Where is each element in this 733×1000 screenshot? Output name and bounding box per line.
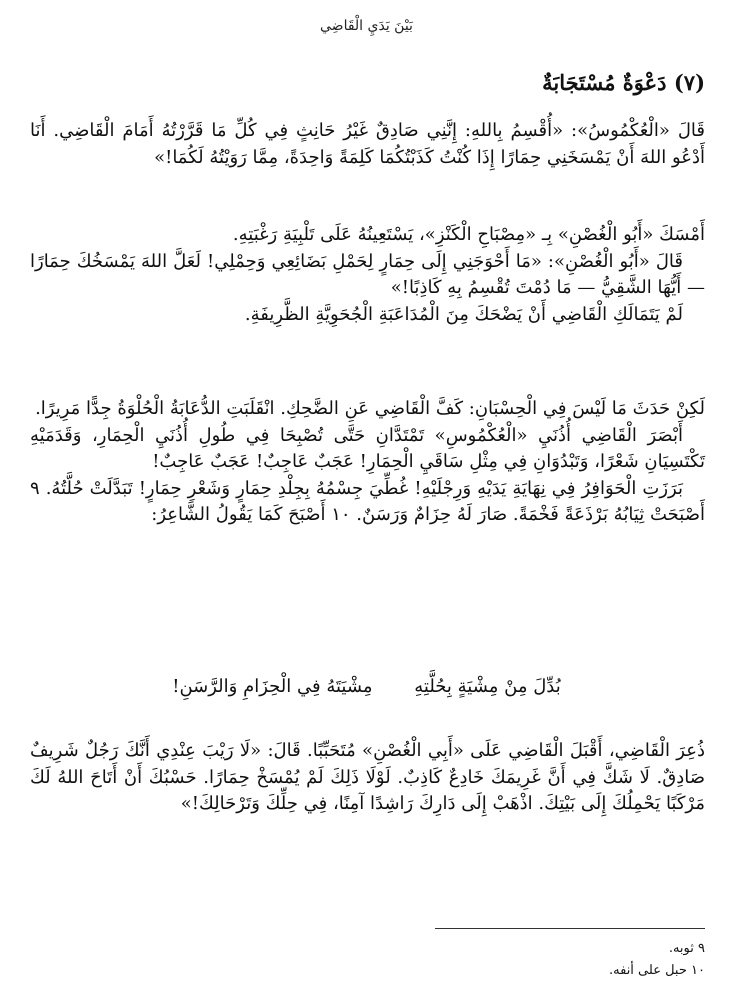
paragraph: ذُعِرَ الْقَاضِي، أَقْبَلَ الْقَاضِي عَلَى «أَبِي الْغُصْنِ» مُتَحَبِّبًا. قَالَ: «لَا رَيْبَ عِنْدِي أَنَّكَ رَجُلٌ شَرِيفٌ صَادِقٌ. لَا شَكَّ فِي أَنَّ غَرِيمَكَ خَادِعٌ كَاذِبٌ. لَوْلَا ذَلِكَ لَمْ يُمْسَخْ حِمَارًا. حَسْبُكَ أَنْ أَتَاحَ اللهُ لَكَ مَرْكَبًا يَحْمِلُكَ إِلَى بَيْتِكَ. اذْهَبْ إِلَى دَارِكَ رَاشِدًا آمِنًا، فِي حِلِّكَ وَتَرْحَالِكَ!»: [30, 740, 705, 814]
poem-verse: [0, 676, 733, 697]
poem-first-hemistich: بُدِّلَ مِنْ مِشْيَةٍ بِحُلَّتِهِ: [414, 676, 561, 697]
footnotes: [305, 938, 705, 982]
paragraph: لَكِنْ حَدَثَ مَا لَيْسَ فِي الْحِسْبَانِ: كَفَّ الْقَاضِي عَنِ الضَّحِكِ. انْقَلَبَتِ الدُّعَابَةُ الْحُلْوَةُ جِدًّا مَرِيرًا.: [35, 398, 705, 419]
footnote-divider: [435, 928, 705, 929]
paragraph: قَالَ «الْعُكْمُوسُ»: «أُقْسِمُ بِاللهِ: إِنَّنِي صَادِقٌ غَيْرُ حَانِثٍ فِي كُلِّ مَا قَرَّرْتُهُ أَمَامَ الْقَاضِي. أَنَا أَدْعُو اللهَ أَنْ يَمْسَخَنِي حِمَارًا إِذَا كُنْتُ كَذَبْتُكُمَا كَلِمَةً وَاحِدَةً، مِمَّا رَوَيْتُهُ لَكُمَا!»: [30, 120, 705, 168]
footnote: ٩ ثوبه.: [668, 941, 705, 956]
footnote: ١٠ حبل على أنفه.: [609, 963, 705, 978]
paragraph: بَرَزَتِ الْحَوَافِرُ فِي نِهَايَةِ يَدَيْهِ وَرِجْلَيْهِ! غُطِّيَ جِسْمُهُ بِجِلْدِ حِمَارٍ وَشَعْرِ حِمَارٍ! تَبَدَّلَتْ حُلَّتُهُ. ٩ أَصْبَحَتْ ثِيَابُهُ بَرْذَعَةً فَخْمَةً. صَارَ لَهُ حِزَامٌ وَرَسَنٌ. ١٠ أَصْبَحَ كَمَا يَقُولُ الشَّاعِرُ:: [30, 477, 705, 525]
paragraph: أَمْسَكَ «أَبُو الْغُصْنِ» بِـ «مِصْبَاحِ الْكَنْزِ»، يَسْتَعِينُهُ عَلَى تَلْبِيَةِ رَغْبَتِهِ.: [232, 224, 705, 245]
poem-second-hemistich: مِشْيَتَهُ فِي الْحِزَامِ وَالرَّسَنِ!: [172, 676, 373, 697]
paragraph: أَبْصَرَ الْقَاضِي أُذُنَيِ «الْعُكْمُوسِ» تَمْتَدَّانِ حَتَّى تُصْبِحَا فِي طُولِ أُذُنَيِ الْحِمَارِ، وَقَدَمَيْهِ تَكْتَسِيَانِ شَعْرًا، وَتَبْدُوَانِ فِي مِثْلِ سَاقَيِ الْحِمَارِ! عَجَبٌ عَاجِبٌ! عَجَبٌ عَاجِبٌ!: [30, 424, 705, 472]
paragraph-group-transformation: [30, 396, 705, 529]
paragraph-judge: [30, 738, 705, 818]
paragraph: قَالَ «أَبُو الْغُصْنِ»: «مَا أَحْوَجَنِي إِلَى حِمَارٍ لِحَمْلِ بَضَائِعِي وَحِمْلِي! لَعَلَّ اللهَ يَمْسَخُكَ حِمَارًا — أَيُّهَا الشَّقِيُّ — مَا دُمْتَ تُقْسِمُ بِهِ كَاذِبًا!»: [30, 250, 705, 298]
chapter-title: (٧) دَعْوَةٌ مُسْتَجَابَةٌ: [542, 70, 705, 95]
running-head: بَيْنَ يَدَيِ الْقَاضِي: [320, 18, 413, 34]
paragraph: لَمْ يَتَمَالَكِ الْقَاضِي أَنْ يَضْحَكَ مِنَ الْمُدَاعَبَةِ الْجُحَوِيَّةِ الظَّرِيفَةِ.: [244, 303, 683, 325]
paragraph-group-lamp: [30, 222, 705, 328]
paragraph-oath: [30, 118, 705, 171]
